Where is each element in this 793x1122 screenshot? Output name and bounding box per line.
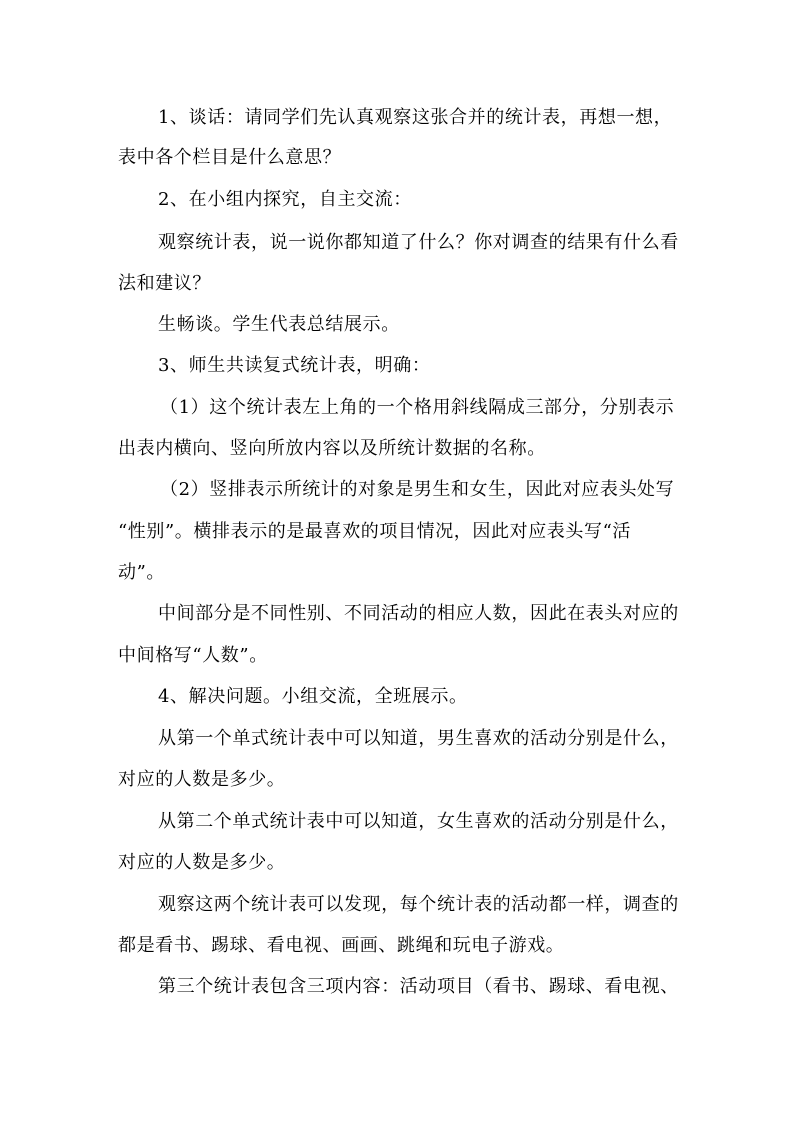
paragraph-10-line-1: 从第一个单式统计表中可以知道，男生喜欢的活动分别是什么， <box>158 728 679 749</box>
paragraph-2-line-1: 2、在小组内探究，自主交流： <box>158 189 412 210</box>
paragraph-11-line-1: 从第二个单式统计表中可以知道，女生喜欢的活动分别是什么， <box>158 811 679 832</box>
paragraph-10-line-2: 对应的人数是多少。 <box>118 769 286 790</box>
paragraph-6-line-2: 出表内横向、竖向所放内容以及所统计数据的名称。 <box>118 438 546 459</box>
paragraph-13-line-1: 第三个统计表包含三项内容：活动项目（看书、踢球、看电视、 <box>158 976 679 997</box>
paragraph-4-line-1: 生畅谈。学生代表总结展示。 <box>158 314 400 335</box>
paragraph-9-line-1: 4、解决问题。小组交流，全班展示。 <box>158 686 468 707</box>
paragraph-1-line-1: 1、谈话：请同学们先认真观察这张合并的统计表，再想一想， <box>158 107 673 128</box>
paragraph-12-line-1: 观察这两个统计表可以发现，每个统计表的活动都一样，调查的 <box>158 894 679 915</box>
paragraph-7-line-1: （2）竖排表示所统计的对象是男生和女生，因此对应表头处写 <box>160 479 675 500</box>
paragraph-7-line-2: “性别”。横排表示的是最喜欢的项目情况，因此对应表头写“活 <box>118 521 632 542</box>
paragraph-3-line-1: 观察统计表，说一说你都知道了什么？你对调查的结果有什么看 <box>158 232 679 253</box>
paragraph-8-line-2: 中间格写“人数”。 <box>118 645 268 666</box>
paragraph-7-line-3: 动”。 <box>118 562 166 583</box>
paragraph-3-line-2: 法和建议？ <box>118 273 211 294</box>
paragraph-1-line-2: 表中各个栏目是什么意思？ <box>118 147 342 168</box>
paragraph-6-line-1: （1）这个统计表左上角的一个格用斜线隔成三部分，分别表示 <box>160 397 675 418</box>
paragraph-5-line-1: 3、师生共读复式统计表，明确： <box>158 355 431 376</box>
paragraph-12-line-2: 都是看书、踢球、看电视、画画、跳绳和玩电子游戏。 <box>118 935 565 956</box>
paragraph-8-line-1: 中间部分是不同性别、不同活动的相应人数，因此在表头对应的 <box>158 603 679 624</box>
paragraph-11-line-2: 对应的人数是多少。 <box>118 852 286 873</box>
